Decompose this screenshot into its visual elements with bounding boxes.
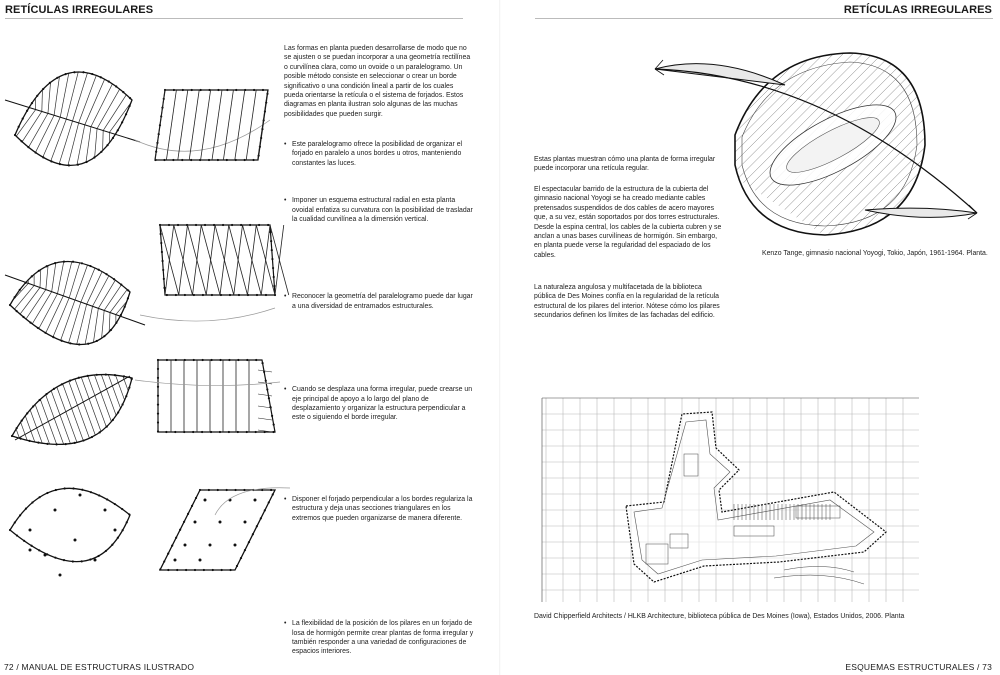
plan-diagrams <box>0 60 280 620</box>
ovoid-radial-diagram-2 <box>0 188 275 412</box>
left-footer: 72 / MANUAL DE ESTRUCTURAS ILUSTRADO <box>4 662 195 672</box>
ovoid-radial-diagram <box>0 14 270 228</box>
left-running-header: RETÍCULAS IRREGULARES <box>5 4 154 16</box>
concrete-slab-ovoid-diagram <box>9 487 130 576</box>
concrete-slab-parallelogram-diagram <box>159 489 275 571</box>
right-running-header: RETÍCULAS IRREGULARES <box>843 4 992 16</box>
left-bullet-5: • Disponer el forjado perpendicular a los bordes regulariza la estructura y deja unas secciones triangulares en los extremos que pueden organizarse de manera diferente. <box>284 495 473 522</box>
right-paragraph-1: Estas plantas muestran cómo una planta de forma irregular puede incorporar una retícula regular. <box>534 156 716 173</box>
left-bullet-3: • Reconocer la geometría del paralelogramo puede dar lugar a una diversidad de entramados estructurales. <box>284 293 473 310</box>
left-bullet-1: • Este paralelogramo ofrece la posibilidad de organizar el forjado en paralelo a unos bordes u otros, manteniendo constantes las luces. <box>284 141 463 167</box>
yoyogi-gymnasium-plan <box>655 45 985 245</box>
right-page <box>500 0 1000 675</box>
left-intro-text: Las formas en planta pueden desarrollarse de modo que no se ajusten o se puedan incorporar a una geometría rectilínea o curvilínea clara, como un ovoide o un paralelogramo. Un posible método consiste en seleccionar o crear un borde significativo o una condición lineal a partir de los cuales pueda orientarse la retícula o el sistema de forjados. Estos diagramas en planta ilustran solo algunas de las muchas posibilidades que pueden surgir. <box>284 45 471 118</box>
right-paragraph-2: El espectacular barrido de la estructura de la cubierta del gimnasio nacional Yoyogi se ha creado mediante cables pretensados suspendidos de dos cables de acero mayores que, a su vez, están soportados por dos torres estructurales. Desde la espina central, los cables de la cubierta cubren y se anclan a unas bases curvilíneas de hormigón. Sin embargo, en planta puede verse la regularidad del espaciado de los cables. <box>534 186 722 259</box>
yoyogi-caption: Kenzo Tange, gimnasio nacional Yoyogi, Tokio, Japón, 1961-1964. Planta. <box>762 250 988 257</box>
right-header-rule <box>535 18 993 19</box>
displaced-form-diagram <box>0 360 255 470</box>
library-caption: David Chipperfield Architects / HLKB Architecture, biblioteca pública de Des Moines (Iowa), Estados Unidos, 2006. Planta <box>534 613 905 620</box>
left-bullet-4: • Cuando se desplaza una forma irregular, puede crearse un eje principal de apoyo a lo largo del plano de desplazamiento y organizar la estructura perpendicular a este o siguiendo el borde irregular. <box>284 386 473 422</box>
left-bullet-2: • Imponer un esquema estructural radial en esta planta ovoidal enfatiza su curvatura con la posibilidad de trasladar la cualidad curvilínea a la dimensión vertical. <box>284 197 473 224</box>
left-bullet-6: • La flexibilidad de la posición de los pilares en un forjado de losa de hormigón permite crear plantas de forma irregular y también responder a una variedad de configuraciones de espacios interiores. <box>284 620 474 656</box>
left-header-rule <box>5 18 463 19</box>
right-paragraph-3: La naturaleza angulosa y multifacetada de la biblioteca pública de Des Moines confía en la regularidad de la retícula estructural de los pilares del interior. Nótese cómo los pilares secundarios definen los límites de las fachadas del edificio. <box>534 284 720 320</box>
parallelogram-lattice-diagram <box>159 224 289 296</box>
right-footer: ESQUEMAS ESTRUCTURALES / 73 <box>845 662 992 672</box>
des-moines-library-plan <box>534 394 919 602</box>
trapezoid-slab-diagram <box>157 359 275 433</box>
